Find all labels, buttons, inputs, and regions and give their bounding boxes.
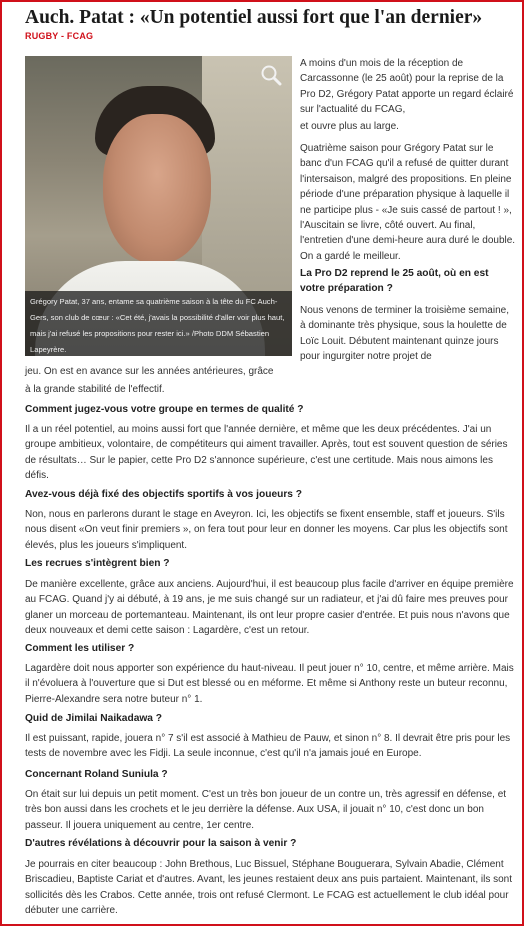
answer-5: Lagardère doit nous apporter son expérience du haut-niveau. Il peut jouer n° 10, centre, et même arrière. Mais il n'évoluera à l'ouverture que si Dut est blessé ou en méforme. Et même si Anthony reste un buteur reconnu, Pierre-Alexandre sera notre buteur n° 1.: [25, 663, 514, 705]
question-7: Concernant Roland Suniula ?: [25, 769, 168, 780]
question-3: Avez-vous déjà fixé des objectifs sportifs à vos joueurs ?: [25, 489, 303, 500]
answer-6: Il est puissant, rapide, jouera n° 7 s'il est associé à Mathieu de Pauw, et sinon n° 8. Il devrait être pris pour les tests de novembre avec les Fidji. La seule inconnue, c'est qu'il n'a jamais joué en Europe.: [25, 733, 511, 760]
magnifier-icon[interactable]: [260, 64, 282, 86]
question-1: La Pro D2 reprend le 25 août, où en est votre préparation ?: [300, 268, 489, 295]
answer-1-part-3: à la grande stabilité de l'effectif.: [25, 384, 165, 395]
article-rubric[interactable]: RUGBY - FCAG: [25, 31, 94, 41]
question-5: Comment les utiliser ?: [25, 643, 135, 654]
answer-7: On était sur lui depuis un petit moment. C'est un très bon joueur de un contre un, très agressif en défense, et très bon aussi dans les crochets et le jeu derrière la défense. Aux USA, il jouait n° 10, c'est donc un bon passeur. Il jouera uniquement au centre, 1er centre.: [25, 789, 507, 831]
question-6: Quid de Jimilai Naikadawa ?: [25, 713, 163, 724]
answer-4: De manière excellente, grâce aux anciens. Aujourd'hui, il est beaucoup plus facile d'arriver en équipe première au FCAG. Quand j'y ai débuté, à 19 ans, je me suis changé sur un radiateur, et j'ai dû faire mes preuves pour glaner un morceau de portemanteau. Maintenant, ils ont leur propre casier d'entrée. Et puis nous n'avons que deux nouveaux et demi cette saison : Lagardère, c'est un retour.: [25, 579, 514, 637]
answer-2: Il a un réel potentiel, au moins aussi fort que l'année dernière, et même que les deux précédentes. J'ai un groupe ambitieux, volontaire, de compétiteurs qui aiment travailler. Après, tout est souvent question de séries de résultats… Sur le papier, cette Pro D2 s'annonce supérieure, c'est une certitude. Mais nous aimons les défis.: [25, 424, 508, 482]
photo-face: [103, 114, 211, 264]
question-2: Comment jugez-vous votre groupe en termes de qualité ?: [25, 404, 304, 415]
question-8: D'autres révélations à découvrir pour la saison à venir ?: [25, 838, 297, 849]
intro-paragraph-2: et ouvre plus au large.: [300, 121, 399, 132]
answer-8: Je pourrais en citer beaucoup : John Brethous, Luc Bissuel, Stéphane Bouguerara, Sylvain Abadie, Clément Briscadieu, Baptiste Cariat et d'autres. Avant, les jeunes restaient deux ans puis partaient. Maintenant, ils sont sollicités dès les Crabos. Cette année, trois ont refusé Clermont. Le FCAG est actuellement le club idéal pour débuter une carrière.: [25, 859, 513, 917]
article-photo[interactable]: [25, 56, 292, 356]
answer-1-part-1: Nous venons de terminer la troisième semaine, à dominante très physique, sous la houlette de Loïc Louit. Débutent maintenant quinze jours pour ingurgiter notre projet de: [300, 305, 509, 363]
intro-paragraph-1: A moins d'un mois de la réception de Carcassonne (le 25 août) pour la reprise de la Pro D2, Grégory Patat apporte un regard éclairé sur l'actualité du FCAG,: [300, 58, 514, 116]
intro-paragraph-3: Quatrième saison pour Grégory Patat sur le banc d'un FCAG qu'il a refusé de quitter durant l'intersaison, malgré des propositions. En pleine période d'une préparation physique à laquelle il ne participe plus - «Je suis cassé de partout ! », l'Auscitain se livre, côté ouvert. Au final, l'entretien d'une demi-heure aura duré le double. On a gardé le meilleur.: [300, 143, 516, 262]
answer-1-part-2: jeu. On est en avance sur les années antérieures, grâce: [25, 366, 274, 377]
article-title: Auch. Patat : «Un potentiel aussi fort que l'an dernier»: [25, 7, 483, 28]
photo-caption: Grégory Patat, 37 ans, entame sa quatrième saison à la tête du FC Auch-Gers, son club de cœur : «Cet été, j'avais la possibilité d'aller voir plus haut, mais j'ai refusé les propositions pour rester ici.» /Photo DDM Sébastien Lapeyrère.: [25, 291, 292, 356]
answer-3: Non, nous en parlerons durant le stage en Aveyron. Ici, les objectifs se fixent ensemble, staff et joueurs. S'ils nous disent «On veut finir premiers », on fera tout pour leur en donner les moyens. Car plus les objectifs sont élevés, plus les joueurs s'impliquent.: [25, 509, 508, 551]
question-4: Les recrues s'intègrent bien ?: [25, 558, 170, 569]
